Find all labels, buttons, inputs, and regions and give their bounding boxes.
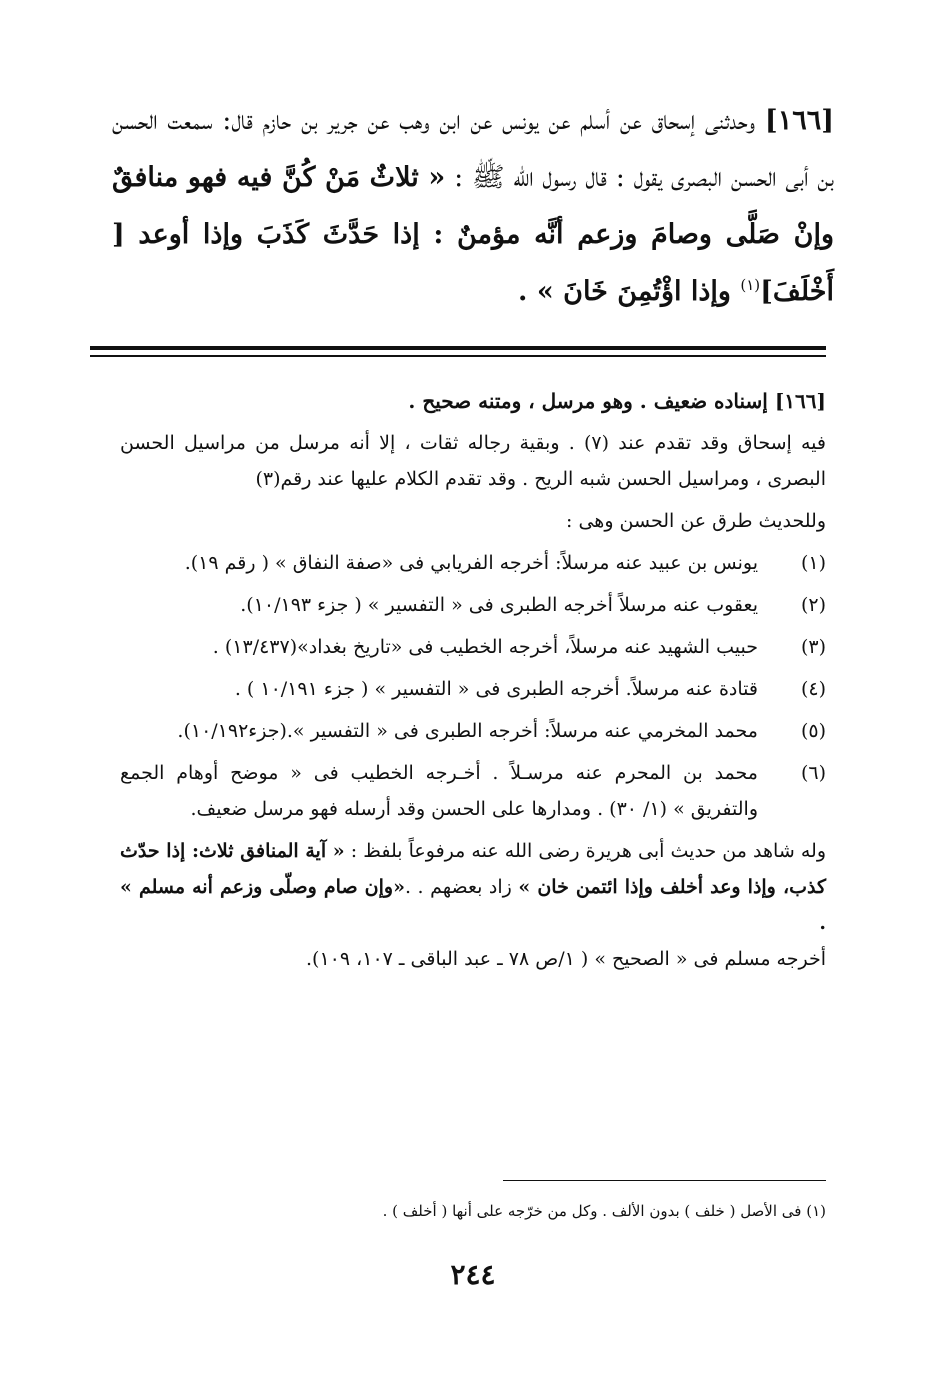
witness-paragraph bbox=[120, 833, 826, 941]
section-divider bbox=[90, 346, 826, 357]
hadith-matn: « ثلاثٌ مَنْ كُنَّ فيه فهو منافقٌ وإنْ صَلَّى وصامَ وزعم أنَّه مؤمنٌ : إذا حَدَّثَ كَذَبَ وإذا أوعد [ أَخْلَفَ] bbox=[112, 162, 834, 307]
list-item bbox=[120, 545, 826, 581]
route-number: (١) bbox=[800, 552, 826, 574]
route-number: (٣) bbox=[800, 636, 826, 658]
route-text: محمد بن المحرم عنه مرسـلاً . أخـرجه الخطيب فى « موضح أوهام الجمع والتفريق » (١/ ٣٠) . ومدارها على الحسن وقد أرسله فهو مرسل ضعيف. bbox=[120, 762, 758, 820]
page-number: ٢٤٤ bbox=[450, 1258, 496, 1291]
footnote-divider bbox=[503, 1180, 826, 1181]
route-text: يعقوب عنه مرسلاً أخرجه الطبرى فى « التفسير » ( جزء ١٠/١٩٣). bbox=[240, 594, 758, 616]
route-number: (٦) bbox=[800, 762, 826, 784]
commentary-heading: [١٦٦] إسناده ضعيف . وهو مرسل ، ومتنه صحيح . bbox=[408, 389, 826, 413]
hadith-number: [١٦٦] bbox=[764, 105, 834, 136]
route-number: (٥) bbox=[800, 720, 826, 742]
routes-list bbox=[120, 545, 826, 827]
list-item bbox=[120, 587, 826, 623]
hadith-text bbox=[112, 92, 834, 320]
witness-addition: «وإن صام وصلّى وزعم أنه مسلم » . bbox=[120, 876, 826, 934]
hadith-matn-end: وإذا اؤْتُمِنَ خَانَ » . bbox=[518, 276, 741, 307]
footnote-marker: (١) bbox=[740, 276, 761, 294]
list-item bbox=[120, 755, 826, 827]
route-text: يونس بن عبيد عنه مرسلاً: أخرجه الفريابي فى «صفة النفاق » ( رقم ١٩). bbox=[184, 552, 758, 574]
route-text: محمد المخرمي عنه مرسلاً: أخرجه الطبرى فى « التفسير ».(جزء١٠/١٩٢). bbox=[177, 720, 758, 742]
witness-source: أخرجه مسلم فى « الصحيح » ( ١/ص ٧٨ ـ عبد الباقى ـ ١٠٧، ١٠٩). bbox=[306, 948, 826, 970]
commentary-paragraph: فيه إسحاق وقد تقدم عند (٧) . وبقية رجاله ثقات ، إلا أنه مرسل من مراسيل الحسن البصرى ، ومراسيل الحسن شبه الريح . وقد تقدم الكلام عليها عند رقم(٣) bbox=[120, 432, 826, 490]
list-item bbox=[120, 629, 826, 665]
commentary bbox=[120, 383, 826, 977]
route-number: (٤) bbox=[800, 678, 826, 700]
route-text: قتادة عنه مرسلاً. أخرجه الطبرى فى « التفسير » ( جزء ١٠/١٩١ ) . bbox=[234, 678, 758, 700]
witness-text: « آية المنافق ثلاث: إذا حدّث كذب، وإذا وعد أخلف وإذا ائتمن خان » bbox=[120, 840, 826, 898]
routes-intro: وللحديث طرق عن الحسن وهى : bbox=[566, 510, 826, 532]
list-item bbox=[120, 671, 826, 707]
footnote: (١) فى الأصل ( خلف ) بدون الألف . وكل من خرّجه على أنها ( أخلف ) . bbox=[382, 1202, 826, 1220]
list-item bbox=[120, 713, 826, 749]
witness-mid: زاد بعضهم . . bbox=[404, 876, 519, 898]
route-text: حبيب الشهيد عنه مرسلاً، أخرجه الخطيب فى «تاريخ بغداد»(١٣/٤٣٧) . bbox=[212, 636, 758, 658]
witness-lead: وله شاهد من حديث أبى هريرة رضى الله عنه مرفوعاً بلفظ : bbox=[344, 840, 826, 862]
route-number: (٢) bbox=[800, 594, 826, 616]
hadith-chain: وحدثنى إسحاق عن أسلم عن يونس عن ابن وهب عن جرير بن حازم قال: سمعت الحسن بن أبى الحسن البصرى يقول : قال رسول الله ﷺ : bbox=[112, 105, 834, 193]
